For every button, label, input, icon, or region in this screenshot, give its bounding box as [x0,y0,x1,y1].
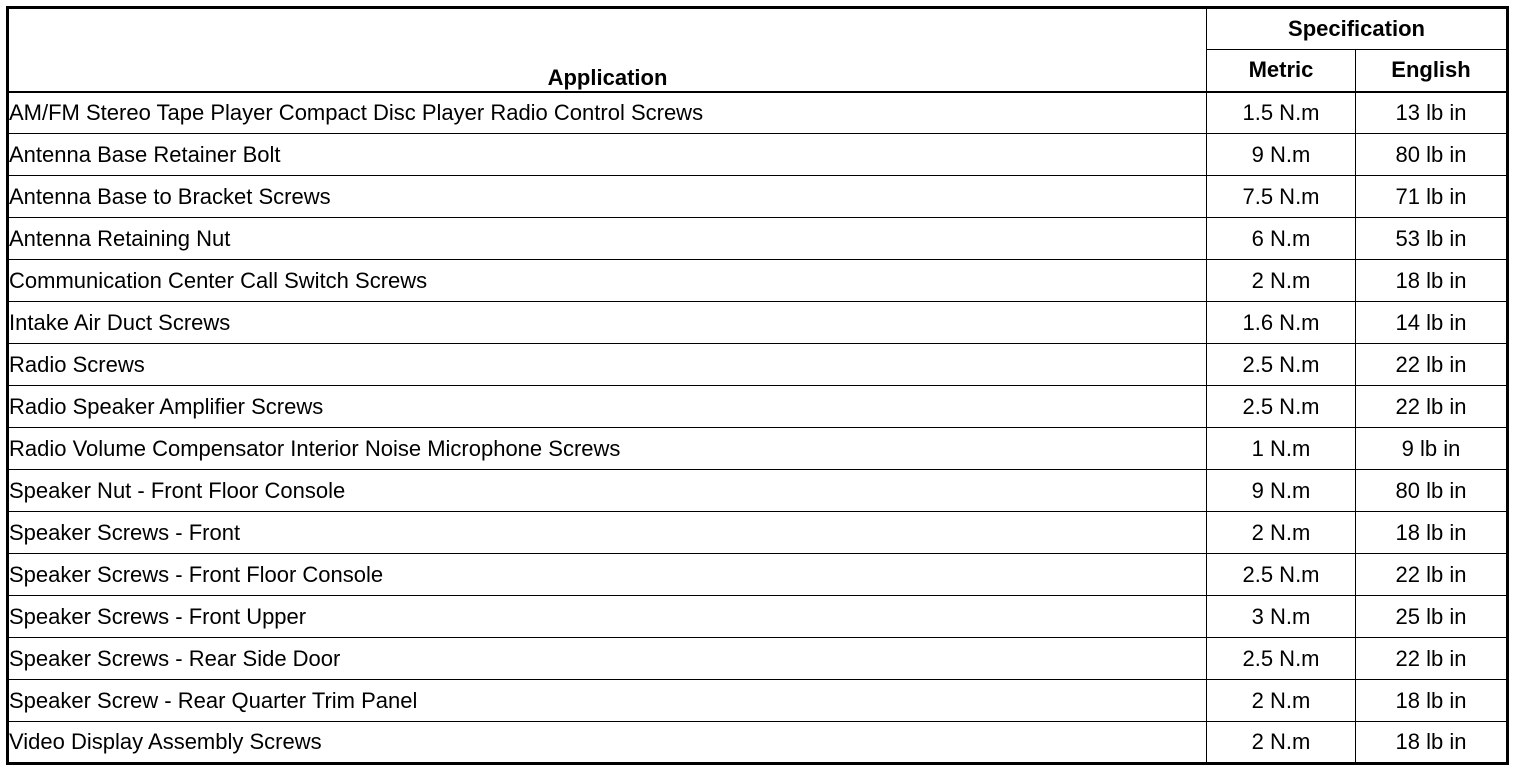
table-row [8,470,1508,512]
metric-torque-cell: 1.6 N.m [1207,302,1356,344]
english-torque-cell: 18 lb in [1356,260,1508,302]
application-cell: Radio Speaker Amplifier Screws [8,386,1207,428]
table-row [8,260,1508,302]
application-cell: Antenna Base to Bracket Screws [8,176,1207,218]
metric-torque-cell: 3 N.m [1207,596,1356,638]
header-row-top [8,8,1508,50]
application-cell: Antenna Retaining Nut [8,218,1207,260]
table-row [8,386,1508,428]
table-row [8,596,1508,638]
metric-torque-cell: 2 N.m [1207,512,1356,554]
metric-torque-cell: 7.5 N.m [1207,176,1356,218]
metric-torque-cell: 2 N.m [1207,722,1356,764]
metric-torque-cell: 9 N.m [1207,134,1356,176]
application-cell: Radio Volume Compensator Interior Noise Microphone Screws [8,428,1207,470]
application-cell: Speaker Screws - Front Floor Console [8,554,1207,596]
table-row [8,302,1508,344]
english-torque-cell: 22 lb in [1356,554,1508,596]
english-torque-cell: 25 lb in [1356,596,1508,638]
application-cell: AM/FM Stereo Tape Player Compact Disc Player Radio Control Screws [8,92,1207,134]
fastener-specification-table [6,6,1509,765]
english-torque-cell: 13 lb in [1356,92,1508,134]
specification-column-header: Specification [1207,8,1508,50]
table-row [8,722,1508,764]
application-cell: Speaker Screws - Front [8,512,1207,554]
table-row [8,428,1508,470]
application-cell: Speaker Screws - Front Upper [8,596,1207,638]
table-row [8,92,1508,134]
application-cell: Communication Center Call Switch Screws [8,260,1207,302]
metric-torque-cell: 9 N.m [1207,470,1356,512]
application-cell: Radio Screws [8,344,1207,386]
metric-torque-cell: 1.5 N.m [1207,92,1356,134]
metric-column-header: Metric [1207,50,1356,92]
english-torque-cell: 22 lb in [1356,386,1508,428]
metric-torque-cell: 2.5 N.m [1207,638,1356,680]
table-row [8,680,1508,722]
english-column-header: English [1356,50,1508,92]
metric-torque-cell: 1 N.m [1207,428,1356,470]
english-torque-cell: 53 lb in [1356,218,1508,260]
table-row [8,218,1508,260]
english-torque-cell: 18 lb in [1356,722,1508,764]
english-torque-cell: 14 lb in [1356,302,1508,344]
metric-torque-cell: 2 N.m [1207,680,1356,722]
english-torque-cell: 18 lb in [1356,680,1508,722]
table-row [8,134,1508,176]
english-torque-cell: 71 lb in [1356,176,1508,218]
table-row [8,638,1508,680]
metric-torque-cell: 2.5 N.m [1207,554,1356,596]
table-row [8,512,1508,554]
english-torque-cell: 18 lb in [1356,512,1508,554]
english-torque-cell: 9 lb in [1356,428,1508,470]
application-cell: Speaker Screw - Rear Quarter Trim Panel [8,680,1207,722]
metric-torque-cell: 6 N.m [1207,218,1356,260]
application-cell: Antenna Base Retainer Bolt [8,134,1207,176]
application-cell: Intake Air Duct Screws [8,302,1207,344]
metric-torque-cell: 2 N.m [1207,260,1356,302]
english-torque-cell: 80 lb in [1356,470,1508,512]
application-cell: Video Display Assembly Screws [8,722,1207,764]
table-row [8,554,1508,596]
english-torque-cell: 22 lb in [1356,344,1508,386]
table-row [8,344,1508,386]
metric-torque-cell: 2.5 N.m [1207,344,1356,386]
metric-torque-cell: 2.5 N.m [1207,386,1356,428]
application-column-header: Application [8,8,1207,92]
table-row [8,176,1508,218]
english-torque-cell: 22 lb in [1356,638,1508,680]
table-header [8,8,1508,92]
table-body [8,92,1508,764]
application-cell: Speaker Nut - Front Floor Console [8,470,1207,512]
english-torque-cell: 80 lb in [1356,134,1508,176]
application-cell: Speaker Screws - Rear Side Door [8,638,1207,680]
